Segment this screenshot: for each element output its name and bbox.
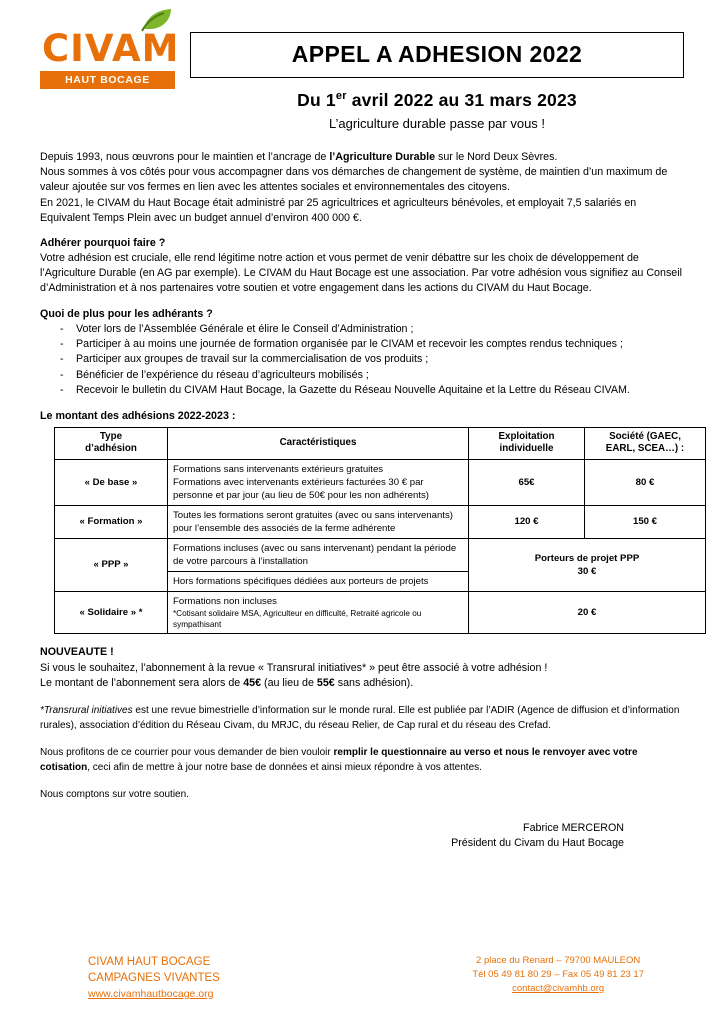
signature-name: Fabrice MERCERON [523, 821, 624, 834]
row-ppp-price: 30 € [577, 565, 597, 577]
price-without-subscription: 55€ [316, 676, 335, 689]
closing-paragraph: Nous profitons de ce courrier pour vous demander de bien vouloir remplir le questionnaire au verso et nous le renvoyer avec votre cotisation, ceci afin de mettre à jour notre base de données et ainsi mieux répondre à vos attentes. [40, 747, 638, 773]
footer-organisation [40, 954, 220, 1002]
document-footer [40, 954, 684, 1002]
pricing-table [54, 427, 706, 634]
row-carac-line-2: Formations avec intervenants extérieurs facturées 30 € par personne et par jour (au lieu de 50€ pour les non adhérents) [173, 476, 430, 501]
col-header-type-l1: Type [99, 430, 123, 442]
row-carac-line-1: Formations incluses (avec ou sans intervenant) pendant la période de votre parcours à l’installation [173, 542, 457, 567]
list-item: - Participer aux groupes de travail sur la commercialisation de vos produits ; [40, 352, 684, 367]
col-header-type-l2: d’adhésion [85, 443, 137, 455]
page-title: APPEL A ADHESION 2022 [190, 32, 684, 78]
logo-wordmark [40, 27, 180, 70]
col-header-societe [585, 427, 706, 459]
row-exploitation: 120 € [469, 505, 585, 538]
intro-line-3: En 2021, le CIVAM du Haut Bocage était administré par 25 agricultrices et agriculteurs bénévoles, et employait 7,5 salariés en Equivalent Temps Plein avec un budget annuel d’environ 400 000 €. [40, 196, 637, 224]
logo [40, 26, 180, 89]
footer-org-line-2: CAMPAGNES VIVANTES [88, 972, 220, 984]
footer-phone: Tél 05 49 81 80 29 – Fax 05 49 81 23 17 [472, 969, 644, 980]
adherer-block [40, 237, 684, 297]
row-carac-line-1: Formations sans intervenants extérieurs gratuites [173, 463, 384, 475]
row-caracteristiques: Toutes les formations seront gratuites (avec ou sans intervenants) pour l’ensemble des associés de la ferme adhérente [168, 505, 469, 538]
row-type: « PPP » [55, 538, 168, 591]
row-caracteristiques [168, 591, 469, 633]
slogan: L’agriculture durable passe par vous ! [328, 116, 546, 131]
dates-sup: er [335, 90, 347, 103]
intro-line-2: Nous sommes à vos côtés pour vous accompagner dans vos démarches de changement de système, de maintien d’un maximum de valeur ajoutée sur vos fermes en lien avec les attentes sociales et environnementales des citoyens. [40, 166, 668, 194]
table-row [55, 459, 706, 505]
nouveaute-heading: NOUVEAUTE ! [40, 645, 114, 658]
table-row [55, 505, 706, 538]
footer-org-line-1: CIVAM HAUT BOCAGE [88, 956, 211, 968]
footer-website-link[interactable]: www.civamhautbocage.org [88, 988, 214, 1000]
footer-address: 2 place du Renard – 79700 MAULEON [476, 955, 641, 966]
col-header-soc-l1: Société (GAEC, [609, 430, 681, 442]
row-caracteristiques [168, 538, 469, 591]
table-row [55, 591, 706, 633]
col-header-exp-l2: individuelle [499, 443, 554, 455]
row-type: « De base » [55, 459, 168, 505]
row-caracteristiques [168, 459, 469, 505]
row-type: « Solidaire » * [55, 591, 168, 633]
footer-email-link[interactable]: contact@civamhb.org [512, 983, 605, 994]
document-body [40, 150, 684, 852]
row-carac-line-1: Formations non incluses [173, 595, 277, 607]
col-header-type [55, 427, 168, 459]
table-header-row [55, 427, 706, 459]
col-header-soc-l2: EARL, SCEA…) : [605, 443, 685, 455]
row-societe: 150 € [585, 505, 706, 538]
row-societe: 80 € [585, 459, 706, 505]
intro-block [40, 150, 684, 226]
transrural-title: *Transrural initiatives [40, 705, 133, 717]
signature-role: Président du Civam du Haut Bocage [451, 837, 624, 850]
avantages-list [40, 322, 684, 399]
nouveaute-line-2: Le montant de l’abonnement sera alors de 45€ (au lieu de 55€ sans adhésion). [40, 676, 414, 689]
list-item: - Voter lors de l’Assemblée Générale et élire le Conseil d’Administration ; [40, 322, 684, 337]
logo-subtitle: HAUT BOCAGE [40, 71, 175, 89]
leaf-icon [140, 8, 174, 32]
document-header [40, 26, 684, 134]
price-with-subscription: 45€ [243, 676, 262, 689]
col-header-exp-l1: Exploitation [498, 430, 555, 442]
logo-text: CIVAM [42, 27, 180, 70]
avantages-block [40, 308, 684, 399]
list-item: - Recevoir le bulletin du CIVAM Haut Bocage, la Gazette du Réseau Nouvelle Aquitaine et la Lettre du Réseau CIVAM. [40, 383, 684, 398]
footer-contact [472, 954, 684, 996]
adherer-heading: Adhérer pourquoi faire ? [40, 237, 166, 250]
title-block [190, 26, 684, 131]
row-ppp-label: Porteurs de projet PPP [534, 552, 640, 564]
closing-last: Nous comptons sur votre soutien. [40, 789, 189, 801]
list-item: - Participer à au moins une journée de formation organisée par le CIVAM et recevoir les comptes rendus techniques ; [40, 337, 684, 352]
row-merged-ppp [469, 538, 706, 591]
transrural-note: *Transrural initiatives est une revue bimestrielle d’information sur le monde rural. Elle est publiée par l’ADIR (Agence de diffusion et d’information rurales), association d’édition du Réseau Civam, du MRJC, du réseau Relier, de Cap rural et du réseau des Crefad. [40, 705, 680, 731]
table-row [55, 538, 706, 591]
nouveaute-line-1: Si vous le souhaitez, l’abonnement à la revue « Transrural initiatives* » peut être associé à votre adhésion ! [40, 661, 548, 674]
intro-bold: l’Agriculture Durable [329, 151, 436, 163]
row-merged-solidaire: 20 € [469, 591, 706, 633]
signature-block [40, 821, 684, 852]
closing-bold: remplir le questionnaire au verso et nous le renvoyer avec votre cotisation [40, 747, 638, 773]
row-carac-note: *Cotisant solidaire MSA, Agriculteur en difficulté, Retraité agricole ou sympathisant [173, 608, 422, 629]
col-header-exploitation [469, 427, 585, 459]
row-type: « Formation » [55, 505, 168, 538]
list-item: - Bénéficier de l’expérience du réseau d’agriculteurs mobilisés ; [40, 368, 684, 383]
avantages-heading: Quoi de plus pour les adhérants ? [40, 307, 213, 320]
validity-dates: Du 1er avril 2022 au 31 mars 2023 [297, 90, 577, 110]
intro-line-1: Depuis 1993, nous œuvrons pour le maintien et l’ancrage de l’Agriculture Durable sur le Nord Deux Sèvres. [40, 151, 558, 163]
row-exploitation: 65€ [469, 459, 585, 505]
col-header-caracteristiques: Caractéristiques [168, 427, 469, 459]
row-carac-line-2: Hors formations spécifiques dédiées aux porteurs de projets [168, 571, 468, 588]
table-caption: Le montant des adhésions 2022-2023 : [40, 409, 236, 422]
adherer-body: Votre adhésion est cruciale, elle rend légitime notre action et vous permet de venir débattre sur les choix de développement de l’Agriculture Durable (en AG par exemple). Le CIVAM du Haut Bocage est une association. Par votre adhésion vous signifiez au Conseil d’Administration et à nos partenaires votre soutien et votre engagement dans les actions du CIVAM du Haut Bocage. [40, 252, 682, 295]
